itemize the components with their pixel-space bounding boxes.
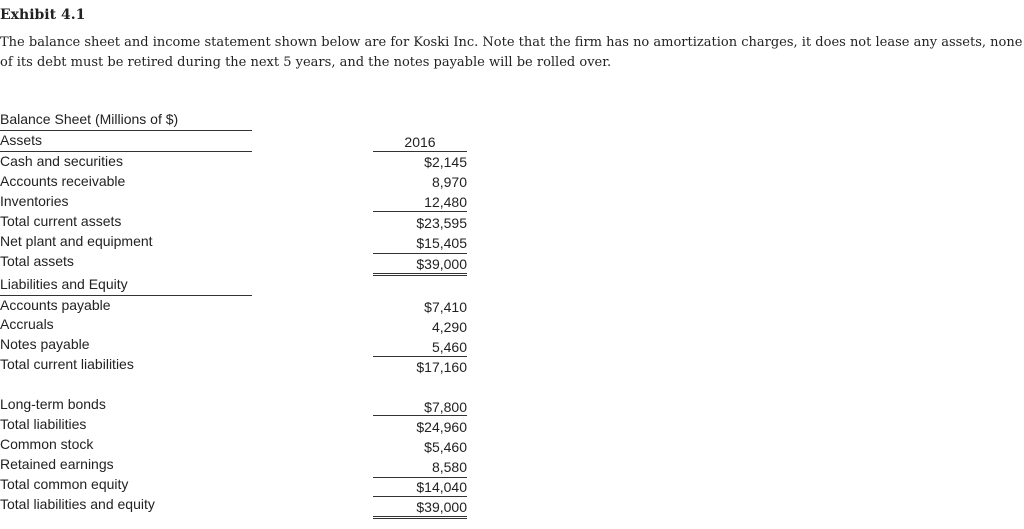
row-value: $5,460 <box>424 439 467 455</box>
balance-sheet-title: Balance Sheet (Millions of $) <box>0 111 179 127</box>
exhibit-title: Exhibit 4.1 <box>0 7 86 23</box>
row-value: 8,970 <box>431 174 467 190</box>
row-label: Long-term bonds <box>0 396 106 412</box>
row-value: $7,410 <box>424 299 467 315</box>
subtotal-rule <box>373 253 467 254</box>
row-value: $17,160 <box>416 359 467 375</box>
assets-header: Assets <box>0 132 43 148</box>
row-label: Total liabilities and equity <box>0 496 155 512</box>
row-label: Total common equity <box>0 476 129 492</box>
row-label: Total assets <box>0 253 74 269</box>
subtotal-rule <box>373 211 467 212</box>
row-value: $39,000 <box>416 256 467 272</box>
year-header-rule <box>373 151 467 152</box>
year-header: 2016 <box>404 134 436 150</box>
row-label: Notes payable <box>0 336 90 352</box>
row-label: Cash and securities <box>0 153 123 169</box>
total-double-rule <box>373 273 467 276</box>
liabilities-header: Liabilities and Equity <box>0 276 128 292</box>
row-label: Accounts payable <box>0 297 111 313</box>
row-value: 8,580 <box>431 459 467 475</box>
subtotal-rule <box>373 496 467 497</box>
row-value: $23,595 <box>416 215 467 231</box>
total-double-rule <box>373 516 467 519</box>
row-label: Common stock <box>0 436 94 452</box>
subtotal-rule <box>373 415 467 416</box>
subtotal-rule <box>373 356 467 357</box>
row-value: $15,405 <box>416 235 467 251</box>
row-value: $39,000 <box>416 499 467 515</box>
row-label: Inventories <box>0 193 69 209</box>
row-value: 12,480 <box>424 194 467 210</box>
row-value: $2,145 <box>424 154 467 170</box>
row-label: Accounts receivable <box>0 173 126 189</box>
row-value: 5,460 <box>431 339 467 355</box>
row-label: Net plant and equipment <box>0 233 153 249</box>
row-label: Retained earnings <box>0 456 114 472</box>
row-value: 4,290 <box>431 319 467 335</box>
row-value: $7,800 <box>424 399 467 415</box>
row-label: Total current liabilities <box>0 356 134 372</box>
row-value: $24,960 <box>416 419 467 435</box>
row-value: $14,040 <box>416 479 467 495</box>
row-label: Total liabilities <box>0 416 87 432</box>
row-label: Total current assets <box>0 213 122 229</box>
row-label: Accruals <box>0 316 54 332</box>
exhibit-intro: The balance sheet and income statement shown below are for Koski Inc. Note that the firm has no amortization charges, it does not lease any assets, none of its debt must be retired during the next 5 years, and the notes payable will be rolled over. <box>0 35 1023 70</box>
